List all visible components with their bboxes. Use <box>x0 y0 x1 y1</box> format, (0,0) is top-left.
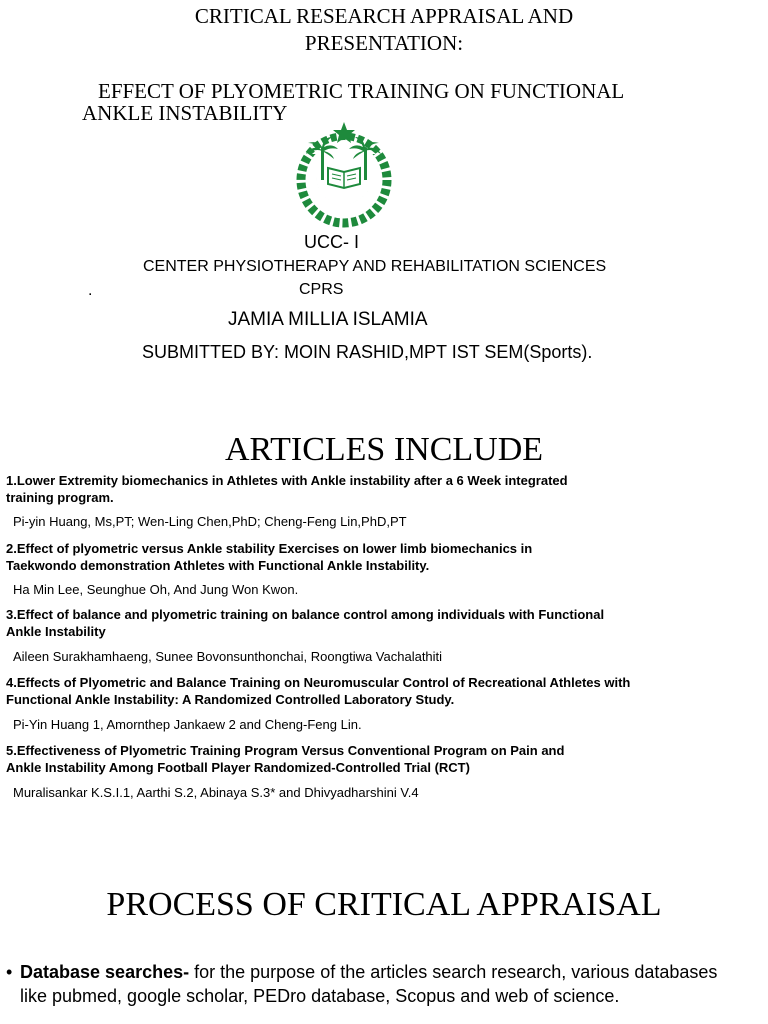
article-title-1 <box>6 472 568 506</box>
article-title-line: Effect of plyometric versus Ankle stability Exercises on lower limb biomechanics in <box>16 541 533 556</box>
article-title-5 <box>6 742 564 776</box>
article-title-line: Effects of Plyometric and Balance Training on Neuromuscular Control of Recreational Athletes with <box>16 675 631 690</box>
article-number: 5. <box>6 743 17 758</box>
title-line-1: CRITICAL RESEARCH APPRAISAL AND <box>194 4 574 28</box>
article-number: 1. <box>6 473 17 488</box>
university-name: JAMIA MILLIA ISLAMIA <box>228 309 428 330</box>
article-title-line: Lower Extremity biomechanics in Athletes with Ankle instability after a 6 Week integrated <box>16 473 568 488</box>
article-title-line: Taekwondo demonstration Athletes with Functional Ankle Instability. <box>6 558 430 573</box>
article-title-2 <box>6 540 532 574</box>
article-authors-2: Ha Min Lee, Seunghue Oh, And Jung Won Kwon. <box>13 582 299 597</box>
title-line-2: PRESENTATION: <box>304 31 464 55</box>
article-title-line: Functional Ankle Instability: A Randomized Controlled Laboratory Study. <box>6 692 455 707</box>
article-number: 3. <box>6 607 17 622</box>
process-heading: PROCESS OF CRITICAL APPRAISAL <box>106 886 662 923</box>
ucc-label: UCC- I <box>304 232 359 252</box>
article-number: 2. <box>6 541 17 556</box>
article-title-line: Effectiveness of Plyometric Training Program Versus Conventional Program on Pain and <box>16 743 565 758</box>
title-line-4: ANKLE INSTABILITY <box>82 101 288 125</box>
article-authors-4: Pi-Yin Huang 1, Amornthep Jankaew 2 and Cheng-Feng Lin. <box>13 717 362 732</box>
article-title-4 <box>6 674 630 708</box>
articles-heading: ARTICLES INCLUDE <box>224 431 544 468</box>
article-title-line: Effect of balance and plyometric training on balance control among individuals with Functional <box>16 607 605 622</box>
article-title-line: Ankle Instability <box>6 624 106 639</box>
submitted-by: SUBMITTED BY: MOIN RASHID,MPT IST SEM(Sports). <box>142 342 593 362</box>
title-line-3: EFFECT OF PLYOMETRIC TRAINING ON FUNCTIONAL <box>98 79 625 103</box>
article-title-3 <box>6 606 604 640</box>
article-title-line: training program. <box>6 490 114 505</box>
bullet-label: Database searches- <box>20 962 190 982</box>
article-number: 4. <box>6 675 17 690</box>
center-name: CENTER PHYSIOTHERAPY AND REHABILITATION SCIENCES <box>143 258 607 275</box>
stray-dot: . <box>88 282 93 299</box>
bullet-icon: • <box>6 962 13 982</box>
article-title-line: Ankle Instability Among Football Player Randomized-Controlled Trial (RCT) <box>6 760 470 775</box>
article-authors-5: Muralisankar K.S.I.1, Aarthi S.2, Abinaya S.3* and Dhivyadharshini V.4 <box>13 785 419 800</box>
process-bullet <box>6 960 746 1008</box>
article-authors-3: Aileen Surakhamhaeng, Sunee Bovonsunthonchai, Roongtiwa Vachalathiti <box>13 649 443 664</box>
article-authors-1: Pi-yin Huang, Ms,PT; Wen-Ling Chen,PhD; Cheng-Feng Lin,PhD,PT <box>13 514 407 529</box>
center-abbr: CPRS <box>299 281 344 298</box>
university-emblem-icon <box>294 118 394 228</box>
bullet-text: for the purpose of the articles search research, various databases like pubmed, google scholar, PEDro database, Scopus and web of science. <box>20 962 718 1006</box>
